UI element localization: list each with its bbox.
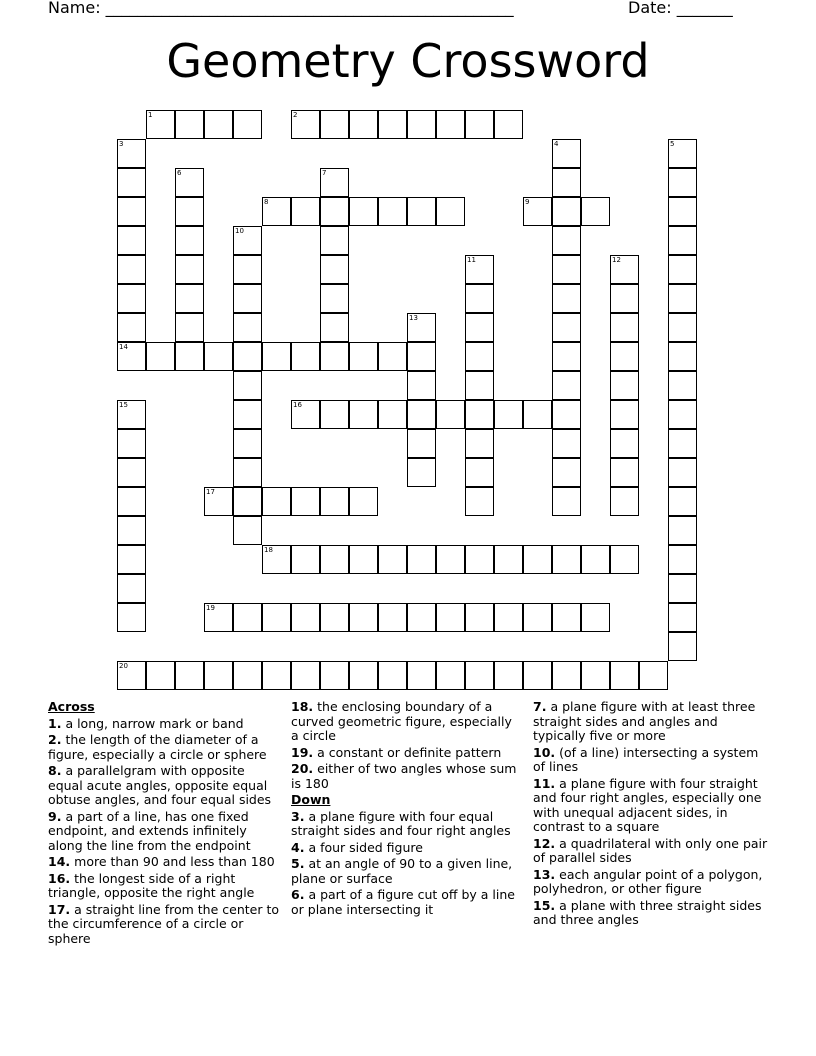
crossword-cell[interactable] — [204, 661, 233, 690]
crossword-cell[interactable] — [320, 226, 349, 255]
crossword-cell[interactable] — [175, 342, 204, 371]
clue-down-6: 6. a part of a figure cut off by a line or plane intersecting it — [291, 887, 515, 917]
crossword-cell[interactable] — [262, 342, 291, 371]
crossword-cell[interactable] — [262, 197, 291, 226]
clue-number: 6 — [177, 169, 182, 177]
crossword-cell[interactable] — [552, 197, 581, 226]
crossword-cell[interactable] — [291, 661, 320, 690]
crossword-cell[interactable] — [436, 545, 465, 574]
crossword-cell[interactable] — [175, 168, 204, 197]
crossword-cell[interactable] — [668, 574, 697, 603]
crossword-cell[interactable] — [581, 661, 610, 690]
crossword-cell[interactable] — [436, 603, 465, 632]
crossword-cell[interactable] — [668, 603, 697, 632]
crossword-cell[interactable] — [552, 661, 581, 690]
crossword-cell[interactable] — [204, 342, 233, 371]
crossword-cell[interactable] — [552, 342, 581, 371]
crossword-cell[interactable] — [175, 255, 204, 284]
crossword-cell[interactable] — [552, 139, 581, 168]
crossword-cell[interactable] — [291, 197, 320, 226]
crossword-cell[interactable] — [668, 139, 697, 168]
clue-down-15: 15. a plane with three straight sides and three angles — [533, 897, 762, 927]
crossword-cell[interactable] — [378, 661, 407, 690]
crossword-cell[interactable] — [117, 197, 146, 226]
crossword-cell[interactable] — [378, 603, 407, 632]
crossword-cell[interactable] — [117, 313, 146, 342]
clue-down-12: 12. a quadrilateral with only one pair of parallel sides — [533, 835, 768, 865]
crossword-cell[interactable] — [552, 371, 581, 400]
crossword-cell[interactable] — [407, 313, 436, 342]
crossword-cell[interactable] — [668, 632, 697, 661]
crossword-cell[interactable] — [204, 603, 233, 632]
crossword-cell[interactable] — [378, 110, 407, 139]
crossword-cell[interactable] — [610, 313, 639, 342]
clue-across-17: 17. a straight line from the center to the circumference of a circle or sphere — [48, 901, 280, 946]
crossword-cell[interactable] — [668, 458, 697, 487]
clue-down-11: 11. a plane figure with four straight and four right angles, especially one with unequal adjacent sides, in contrast to a square — [533, 775, 762, 834]
across-heading: Across — [48, 699, 95, 714]
clue-number: 17 — [206, 488, 215, 496]
crossword-cell[interactable] — [668, 168, 697, 197]
crossword-cell[interactable] — [552, 545, 581, 574]
crossword-cell[interactable] — [465, 487, 494, 516]
clue-number: 11 — [467, 256, 476, 264]
crossword-cell[interactable] — [291, 603, 320, 632]
crossword-cell[interactable] — [320, 400, 349, 429]
crossword-cell[interactable] — [668, 313, 697, 342]
clue-number: 14 — [119, 343, 128, 351]
crossword-cell[interactable] — [465, 458, 494, 487]
crossword-cell[interactable] — [117, 458, 146, 487]
clue-down-7: 7. a plane figure with at least three straight sides and angles and typically five or more — [533, 699, 756, 743]
crossword-cell[interactable] — [233, 603, 262, 632]
crossword-cell[interactable] — [465, 429, 494, 458]
clue-number: 18 — [264, 546, 273, 554]
crossword-cell[interactable] — [117, 516, 146, 545]
crossword-cell[interactable] — [668, 429, 697, 458]
crossword-cell[interactable] — [668, 371, 697, 400]
crossword-cell[interactable] — [175, 226, 204, 255]
crossword-cell[interactable] — [175, 110, 204, 139]
crossword-cell[interactable] — [146, 342, 175, 371]
crossword-cell[interactable] — [552, 458, 581, 487]
crossword-cell[interactable] — [320, 168, 349, 197]
crossword-cell[interactable] — [320, 255, 349, 284]
crossword-cell[interactable] — [465, 342, 494, 371]
crossword-cell[interactable] — [668, 226, 697, 255]
crossword-cell[interactable] — [378, 197, 407, 226]
crossword-cell[interactable] — [262, 661, 291, 690]
crossword-cell[interactable] — [349, 487, 378, 516]
crossword-cell[interactable] — [523, 197, 552, 226]
crossword-cell[interactable] — [407, 458, 436, 487]
clue-down-10: 10. (of a line) intersecting a system of lines — [533, 744, 759, 774]
crossword-cell[interactable] — [233, 255, 262, 284]
crossword-cell[interactable] — [233, 487, 262, 516]
crossword-cell[interactable] — [320, 284, 349, 313]
crossword-cell[interactable] — [668, 284, 697, 313]
crossword-cell[interactable] — [465, 661, 494, 690]
crossword-cell[interactable] — [233, 226, 262, 255]
crossword-cell[interactable] — [204, 110, 233, 139]
clue-down-13: 13. each angular point of a polygon, polyhedron, or other figure — [533, 866, 763, 896]
crossword-cell[interactable] — [407, 545, 436, 574]
crossword-cell[interactable] — [668, 342, 697, 371]
clue-number: 13 — [409, 314, 418, 322]
crossword-cell[interactable] — [668, 255, 697, 284]
crossword-cell[interactable] — [407, 603, 436, 632]
crossword-cell[interactable] — [117, 168, 146, 197]
crossword-cell[interactable] — [610, 371, 639, 400]
page-title: Geometry Crossword — [166, 34, 650, 88]
clue-across-20: 20. either of two angles whose sum is 180 — [291, 761, 517, 791]
crossword-cell[interactable] — [233, 342, 262, 371]
crossword-cell[interactable] — [668, 487, 697, 516]
crossword-cell[interactable] — [349, 545, 378, 574]
clue-number: 19 — [206, 604, 215, 612]
clue-number: 8 — [264, 198, 269, 206]
crossword-cell[interactable] — [349, 400, 378, 429]
crossword-cell[interactable] — [494, 110, 523, 139]
crossword-cell[interactable] — [146, 661, 175, 690]
crossword-cell[interactable] — [117, 661, 146, 690]
crossword-cell[interactable] — [552, 603, 581, 632]
crossword-cell[interactable] — [349, 603, 378, 632]
crossword-cell[interactable] — [349, 661, 378, 690]
crossword-cell[interactable] — [233, 458, 262, 487]
crossword-cell[interactable] — [523, 661, 552, 690]
crossword-cell[interactable] — [233, 516, 262, 545]
crossword-cell[interactable] — [320, 661, 349, 690]
crossword-cell[interactable] — [349, 197, 378, 226]
crossword-cell[interactable] — [465, 284, 494, 313]
crossword-cell[interactable] — [233, 110, 262, 139]
clue-number: 10 — [235, 227, 244, 235]
crossword-cell[interactable] — [320, 342, 349, 371]
clue-number: 1 — [148, 111, 153, 119]
clue-number: 2 — [293, 111, 298, 119]
crossword-cell[interactable] — [117, 139, 146, 168]
clue-across-16: 16. the longest side of a right triangle, opposite the right angle — [48, 870, 255, 900]
crossword-cell[interactable] — [465, 545, 494, 574]
crossword-cell[interactable] — [233, 429, 262, 458]
crossword-cell[interactable] — [407, 342, 436, 371]
crossword-cell[interactable] — [523, 400, 552, 429]
crossword-cell[interactable] — [436, 661, 465, 690]
crossword-cell[interactable] — [668, 197, 697, 226]
clue-number: 20 — [119, 662, 128, 670]
clue-across-19: 19. a constant or definite pattern — [291, 744, 502, 760]
crossword-cell[interactable] — [233, 661, 262, 690]
date-field[interactable]: Date: _______ — [628, 0, 733, 17]
crossword-cell[interactable] — [552, 487, 581, 516]
crossword-cell[interactable] — [610, 458, 639, 487]
crossword-cell[interactable] — [117, 603, 146, 632]
crossword-cell[interactable] — [668, 516, 697, 545]
crossword-cell[interactable] — [465, 255, 494, 284]
crossword-cell[interactable] — [407, 400, 436, 429]
crossword-cell[interactable] — [262, 487, 291, 516]
crossword-cell[interactable] — [175, 197, 204, 226]
clue-number: 5 — [670, 140, 675, 148]
clues-column-3 — [533, 700, 769, 930]
crossword-cell[interactable] — [117, 255, 146, 284]
crossword-cell[interactable] — [233, 313, 262, 342]
crossword-cell[interactable] — [320, 313, 349, 342]
crossword-cell[interactable] — [610, 487, 639, 516]
crossword-cell[interactable] — [117, 226, 146, 255]
crossword-cell[interactable] — [436, 110, 465, 139]
crossword-cell[interactable] — [233, 371, 262, 400]
clues-column-2 — [291, 700, 523, 919]
crossword-cell[interactable] — [233, 400, 262, 429]
crossword-cell[interactable] — [262, 603, 291, 632]
crossword-cell[interactable] — [407, 429, 436, 458]
clue-down-4: 4. a four sided figure — [291, 839, 423, 855]
crossword-cell[interactable] — [146, 110, 175, 139]
crossword-cell[interactable] — [668, 400, 697, 429]
crossword-cell[interactable] — [291, 110, 320, 139]
clue-number: 3 — [119, 140, 124, 148]
clue-across-18: 18. the enclosing boundary of a curved geometric figure, especially a circle — [291, 699, 512, 743]
crossword-cell[interactable] — [610, 545, 639, 574]
crossword-cell[interactable] — [523, 545, 552, 574]
crossword-cell[interactable] — [378, 400, 407, 429]
crossword-cell[interactable] — [465, 313, 494, 342]
crossword-cell[interactable] — [668, 545, 697, 574]
crossword-cell[interactable] — [610, 255, 639, 284]
crossword-cell[interactable] — [610, 284, 639, 313]
crossword-cell[interactable] — [291, 400, 320, 429]
crossword-cell[interactable] — [494, 545, 523, 574]
crossword-cell[interactable] — [436, 400, 465, 429]
crossword-cell[interactable] — [552, 226, 581, 255]
clue-number: 16 — [293, 401, 302, 409]
clue-across-2: 2. the length of the diameter of a figure, especially a circle or sphere — [48, 732, 267, 762]
crossword-cell[interactable] — [494, 400, 523, 429]
crossword-cell[interactable] — [320, 545, 349, 574]
crossword-cell[interactable] — [552, 284, 581, 313]
crossword-cell[interactable] — [407, 197, 436, 226]
crossword-cell[interactable] — [465, 371, 494, 400]
clue-across-9: 9. a part of a line, has one fixed endpoint, and extends infinitely along the line from the endpoint — [48, 808, 251, 853]
crossword-cell[interactable] — [523, 603, 552, 632]
crossword-cell[interactable] — [117, 545, 146, 574]
crossword-cell[interactable] — [581, 197, 610, 226]
crossword-cell[interactable] — [552, 429, 581, 458]
clues-column-1 — [48, 700, 280, 948]
crossword-cell[interactable] — [610, 661, 639, 690]
down-heading: Down — [291, 792, 331, 807]
crossword-cell[interactable] — [117, 574, 146, 603]
crossword-cell[interactable] — [581, 603, 610, 632]
clue-number: 7 — [322, 169, 327, 177]
crossword-cell[interactable] — [494, 661, 523, 690]
crossword-cell[interactable] — [552, 400, 581, 429]
crossword-cell[interactable] — [175, 284, 204, 313]
crossword-cell[interactable] — [117, 487, 146, 516]
clue-down-3: 3. a plane figure with four equal straight sides and four right angles — [291, 808, 511, 838]
crossword-cell[interactable] — [175, 313, 204, 342]
crossword-cell[interactable] — [117, 429, 146, 458]
crossword-cell[interactable] — [175, 661, 204, 690]
crossword-cell[interactable] — [117, 284, 146, 313]
crossword-cell[interactable] — [552, 313, 581, 342]
crossword-cell[interactable] — [291, 545, 320, 574]
clue-across-8: 8. a parallelgram with opposite equal acute angles, opposite equal obtuse angles, and four equal sides — [48, 763, 272, 807]
crossword-cell[interactable] — [610, 342, 639, 371]
crossword-cell[interactable] — [262, 545, 291, 574]
crossword-cell[interactable] — [610, 429, 639, 458]
crossword-cell[interactable] — [465, 110, 494, 139]
clue-number: 15 — [119, 401, 128, 409]
crossword-cell[interactable] — [349, 342, 378, 371]
clue-across-14: 14. more than 90 and less than 180 — [48, 854, 275, 869]
clue-down-5: 5. at an angle of 90 to a given line, plane or surface — [291, 856, 513, 886]
crossword-cell[interactable] — [320, 197, 349, 226]
crossword-cell[interactable] — [407, 661, 436, 690]
clue-number: 12 — [612, 256, 621, 264]
crossword-cell[interactable] — [378, 342, 407, 371]
crossword-cell[interactable] — [552, 255, 581, 284]
crossword-cell[interactable] — [465, 603, 494, 632]
crossword-cell[interactable] — [291, 342, 320, 371]
crossword-cell[interactable] — [581, 545, 610, 574]
crossword-cell[interactable] — [407, 371, 436, 400]
crossword-cell[interactable] — [639, 661, 668, 690]
crossword-cell[interactable] — [320, 603, 349, 632]
crossword-cell[interactable] — [494, 603, 523, 632]
clue-number: 4 — [554, 140, 559, 148]
crossword-cell[interactable] — [233, 284, 262, 313]
crossword-cell[interactable] — [465, 400, 494, 429]
name-field[interactable]: Name: ___________________________________________________ — [48, 0, 514, 17]
crossword-cell[interactable] — [117, 400, 146, 429]
header — [48, 0, 768, 22]
crossword-cell[interactable] — [407, 110, 436, 139]
crossword-cell[interactable] — [378, 545, 407, 574]
clue-number: 9 — [525, 198, 530, 206]
crossword-cell[interactable] — [117, 342, 146, 371]
crossword-cell[interactable] — [436, 197, 465, 226]
crossword-cell[interactable] — [552, 168, 581, 197]
crossword-cell[interactable] — [291, 487, 320, 516]
crossword-cell[interactable] — [320, 487, 349, 516]
clue-across-1: 1. a long, narrow mark or band — [48, 715, 244, 731]
crossword-cell[interactable] — [610, 400, 639, 429]
crossword-cell[interactable] — [320, 110, 349, 139]
crossword-cell[interactable] — [349, 110, 378, 139]
crossword-cell[interactable] — [204, 487, 233, 516]
